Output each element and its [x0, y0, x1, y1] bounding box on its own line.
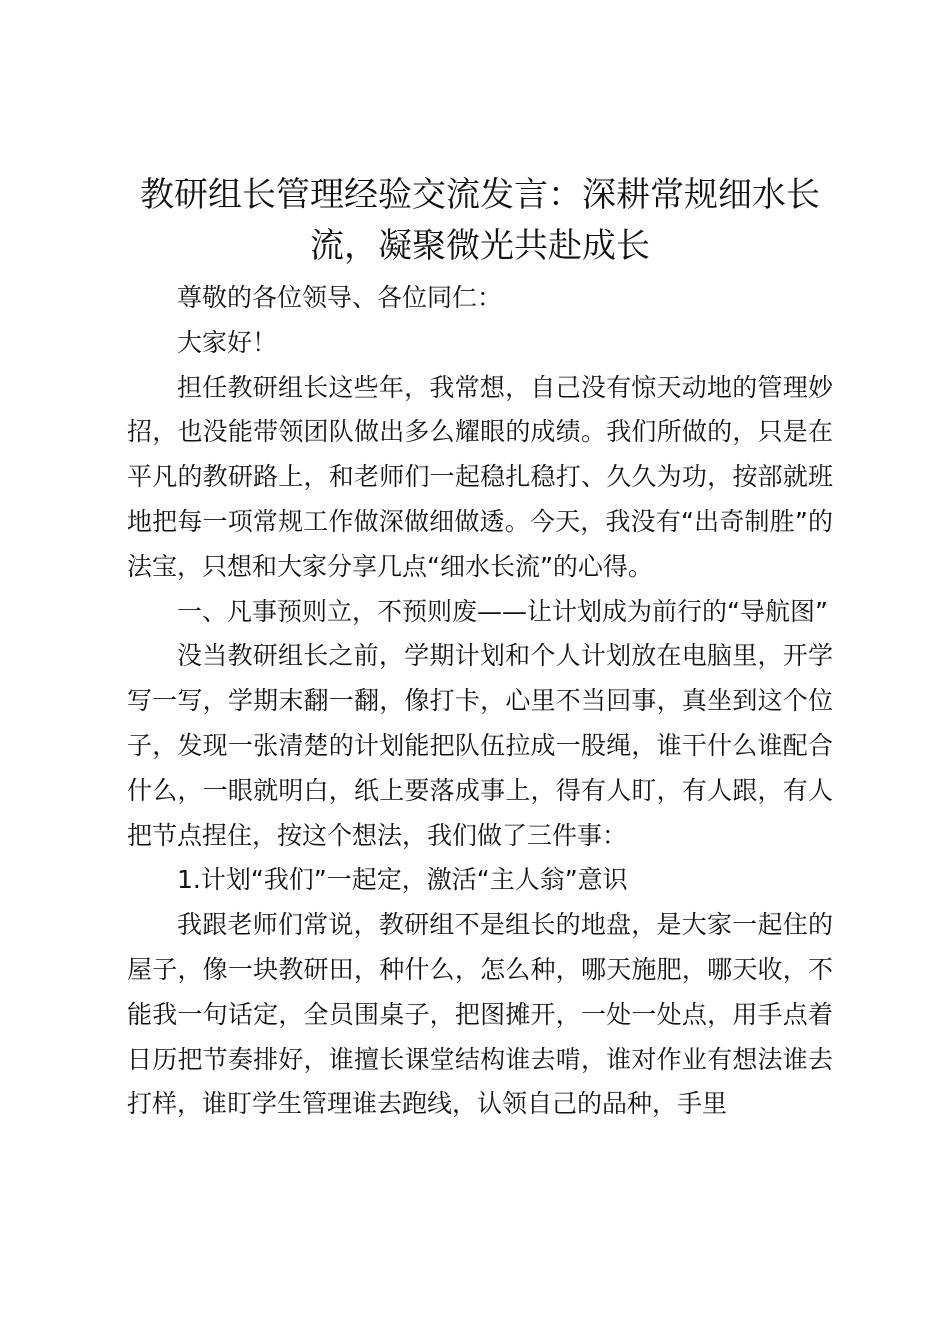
- paragraph-section-1: 没当教研组长之前，学期计划和个人计划放在电脑里，开学写一写，学期末翻一翻，像打卡，心里不当回事，真坐到这个位子，发现一张清楚的计划能把队伍拉成一股绳，谁干什么谁配合什么，一眼就明白，纸上要落成事上，得有人盯，有人跟，有人把节点捏住，按这个想法，我们做了三件事：: [127, 641, 833, 850]
- paragraph-intro: 担任教研组长这些年，我常想，自己没有惊天动地的管理妙招，也没能带领团队做出多么耀眼的成绩。我们所做的，只是在平凡的教研路上，和老师们一起稳扎稳打、久久为功，按部就班地把每一项常规工作做深做细做透。今天，我没有“出奇制胜”的法宝，只想和大家分享几点“细水长流”的心得。: [127, 372, 833, 581]
- paragraph-greeting: 大家好！: [177, 327, 278, 357]
- paragraph-subsection-1-1: 我跟老师们常说，教研组不是组长的地盘，是大家一起住的屋子，像一块教研田，种什么，怎么种，哪天施肥，哪天收，不能我一句话定，全员围桌子，把图摊开，一处一处点，用手点着日历把节奏排好，谁擅长课堂结构谁去啃，谁对作业有想法谁去打样，谁盯学生管理谁去跑线，认领自己的品种，手里: [127, 910, 833, 1119]
- subheading-1-1: 1.计划“我们”一起定，激活“主人翁”意识: [177, 865, 628, 895]
- section-heading-1: 一、凡事预则立，不预则废——让计划成为前行的“导航图”: [177, 596, 828, 626]
- paragraph-salutation: 尊敬的各位领导、各位同仁：: [177, 283, 503, 312]
- document-title: 教研组长管理经验交流发言：深耕常规细水长流，凝聚微光共赴成长: [140, 175, 820, 266]
- document-page: [127, 170, 833, 1127]
